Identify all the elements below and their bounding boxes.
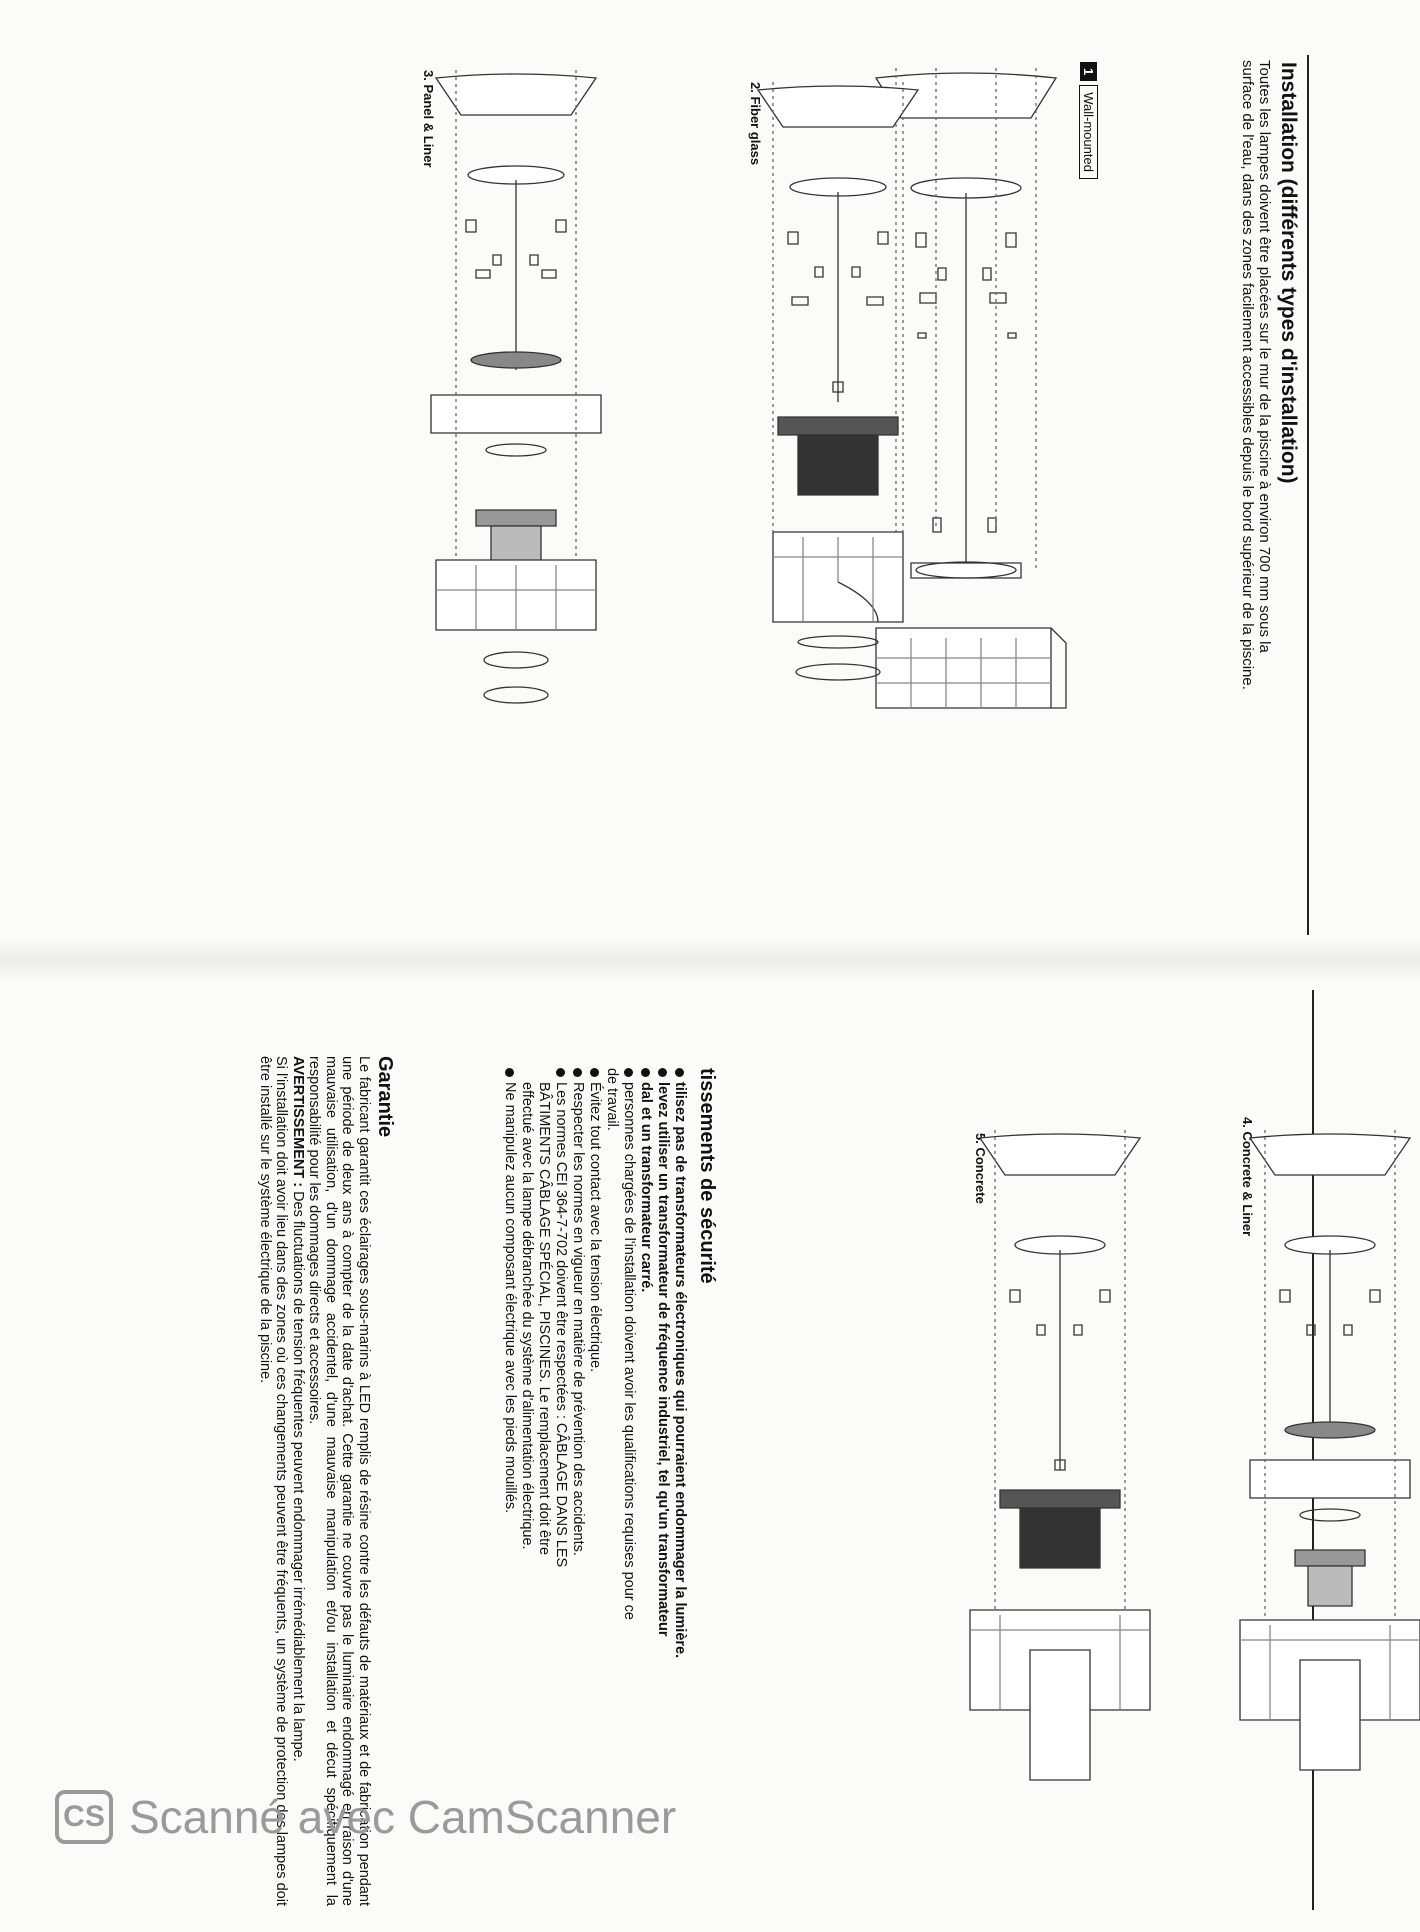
- safety-item: Respecter les normes en vigueur en matière de prévention des accidents.: [569, 1068, 586, 1868]
- installation-title: Installation (différents types d'installation): [1277, 62, 1300, 484]
- safety-item: Ne manipulez aucun composant électrique avec les pieds mouillés.: [501, 1068, 518, 1868]
- badge-label: Wall-mounted: [1079, 85, 1098, 179]
- garantie-body-wrap: [257, 1056, 373, 1906]
- badge-number: 1: [1080, 62, 1097, 81]
- diagram-fiber-glass: [738, 82, 938, 702]
- garantie-title-wrap: [373, 1056, 396, 1137]
- intro-line-1: Toutes les lampes doivent être placées sur le mur de la piscine à environ 700 mm sous la: [1256, 60, 1273, 653]
- garantie-last: Si l'installation doit avoir lieu dans des zones où ces changements peuvent être fréquents, un système de protection des lampes doit être installé sur le système électrique de la piscine.: [257, 1056, 290, 1906]
- safety-item: personnes chargées de l'installation doivent avoir les qualifications requises pour ce: [620, 1068, 637, 1868]
- safety-item: de travail.: [604, 1068, 620, 1131]
- safety-item: tilisez pas de transformateurs électroniques qui pourraient endommager la lumière.: [671, 1068, 688, 1868]
- diagram-panel-liner: [416, 70, 616, 710]
- wall-mounted-badge: [1079, 62, 1098, 179]
- garantie-title: Garantie: [374, 1056, 396, 1138]
- garantie-text: Le fabricant garantit ces éclairages sous-marins à LED remplis de résine contre les défauts de matériaux et de fabrication pendant une période de deux ans à compter de la date d'achat. Cette garantie ne couvre pas le luminaire endommagé en raison d'une mauvaise utilisation, d'un dommage accidentel, d'une mauvaise manipulation et/ou installation et décut spécifiquement la responsabilité pour les dommages directs et accessoires.: [306, 1056, 372, 1906]
- safety-item: levez utiliser un transformateur de fréquence industriel, tel qu'un transformateur: [654, 1068, 671, 1868]
- safety-item: Évitez tout contact avec la tension électrique.: [586, 1068, 603, 1868]
- safety-title: tissements de sécurité: [696, 1068, 718, 1284]
- diagram-5-label: 5. Concrete: [973, 1133, 988, 1204]
- warning-label: AVERTISSEMENT :: [290, 1056, 306, 1188]
- diagram-4-label: 4. Concrete & Liner: [1240, 1117, 1255, 1237]
- watermark-text: Scanné avec CamScanner: [129, 1791, 677, 1843]
- safety-item: dal et un transformateur carré.: [637, 1068, 654, 1868]
- wall-mounted-badge-wrap: [1079, 62, 1098, 179]
- intro-line-2: surface de l'eau, dans des zones facilement accessibles depuis le bord supérieur de la piscine.: [1239, 60, 1256, 690]
- warning-text: Des fluctuations de tension fréquentes peuvent endommager irrémédiablement la lampe.: [290, 1191, 306, 1762]
- safety-list: [501, 1068, 688, 1868]
- diagram-concrete: [960, 1130, 1160, 1790]
- safety-item: Les normes CEI 364-7-702 doivent être respectées : CÂBLAGE DANS LES BÂTIMENTS CÂBLAGE SPÉCIAL, PISCINES. Le remplacement doit être effectué avec la lampe débranchée du système d'alimentation électrique.: [518, 1068, 569, 1582]
- installation-title-block: [1276, 62, 1300, 484]
- camscanner-logo-icon: CS: [55, 1790, 113, 1844]
- installation-intro: [1239, 60, 1273, 900]
- diagram-2-label: 2. Fiber glass: [748, 82, 763, 166]
- garantie-warning: [290, 1056, 307, 1906]
- diagram-concrete-liner: [1230, 1130, 1420, 1790]
- top-page-edge: [1307, 55, 1309, 935]
- safety-bullets-wrap: [501, 1068, 688, 1868]
- diagram-3-label: 3. Panel & Liner: [421, 70, 436, 168]
- camscanner-watermark: [55, 1790, 676, 1844]
- page-fold: [0, 940, 1420, 980]
- safety-title-wrap: [695, 1068, 718, 1284]
